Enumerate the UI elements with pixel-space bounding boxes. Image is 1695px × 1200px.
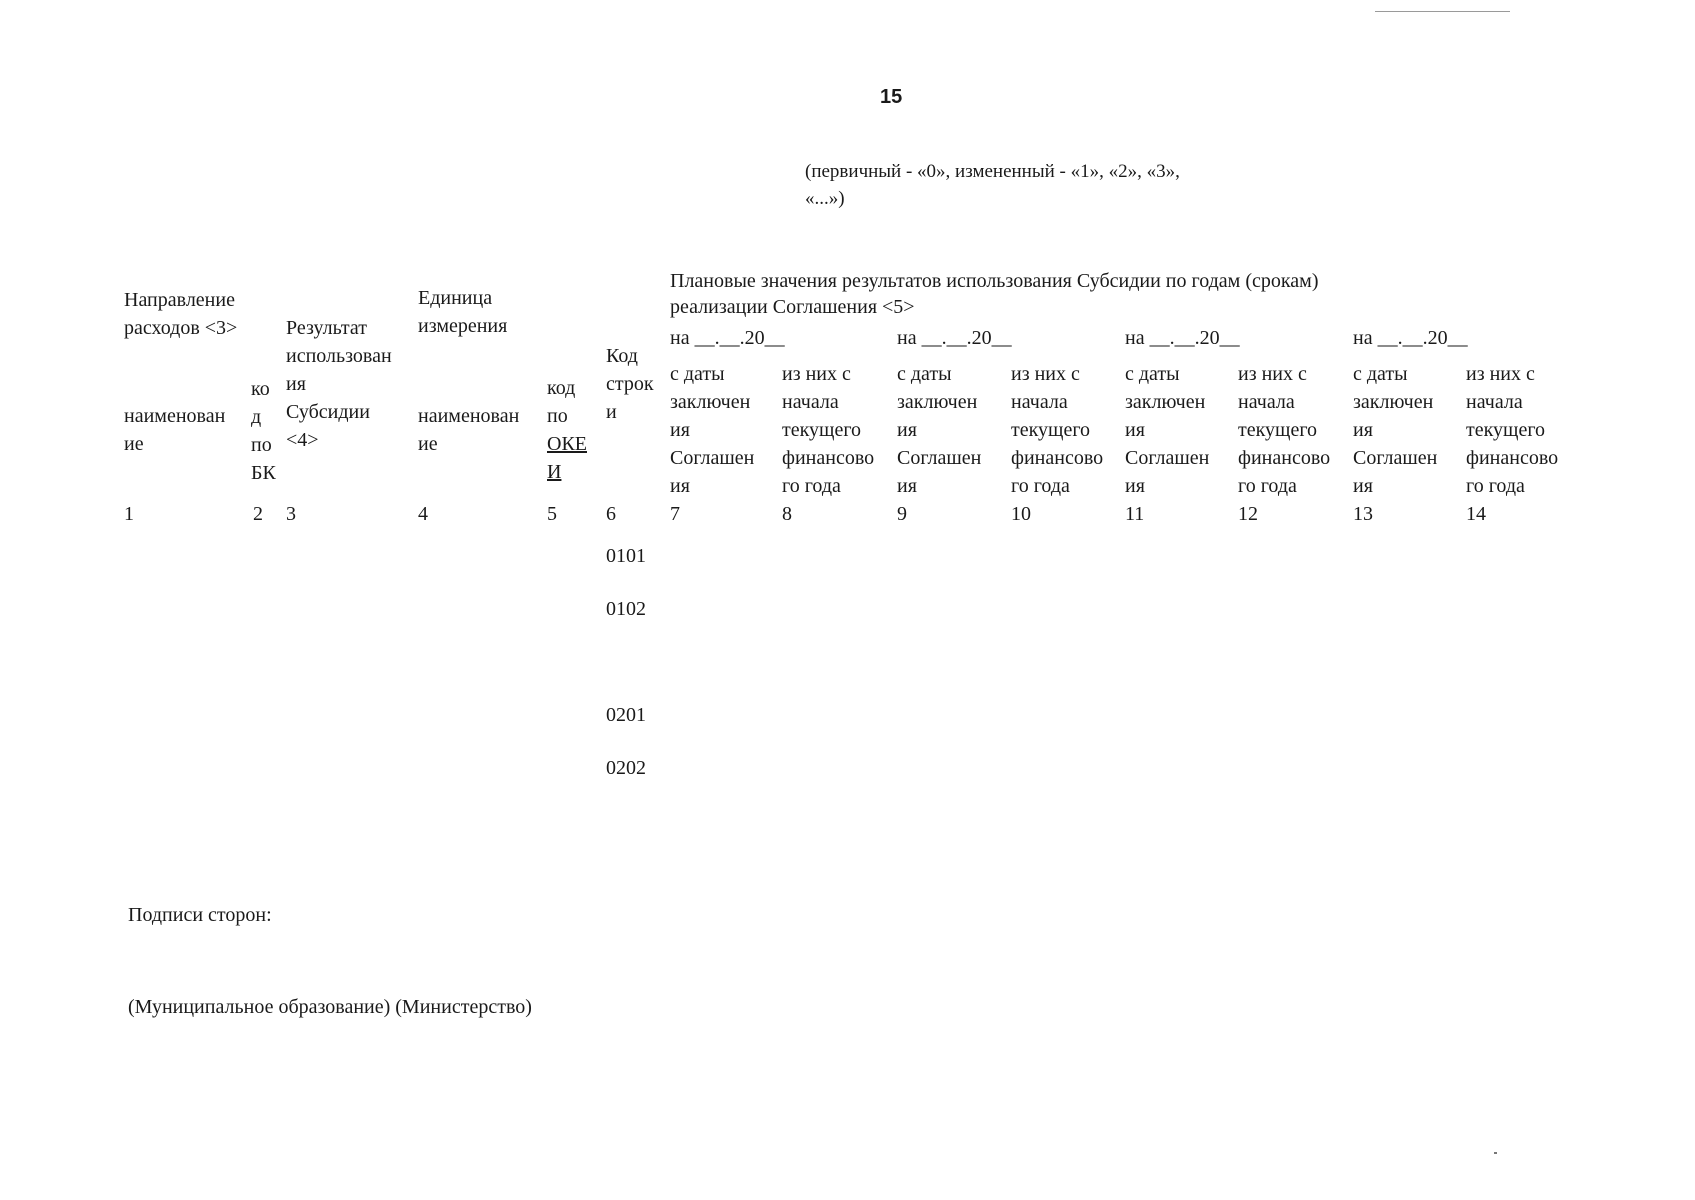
signatures-label: Подписи сторон: <box>128 904 272 926</box>
column-number: 9 <box>897 503 907 525</box>
row-code-header: Код строк и <box>606 345 654 423</box>
row-code: 0201 <box>606 704 646 726</box>
period-label-4: на __.__.20__ <box>1353 327 1468 349</box>
period-label-2: на __.__.20__ <box>897 327 1012 349</box>
direction-code-header: ко д по БК <box>251 378 276 484</box>
scan-artifact-top <box>1375 11 1510 12</box>
scan-artifact-bottom <box>1494 1152 1497 1154</box>
col-from-conclusion-3: с даты заключен ия Соглашен ия <box>1125 363 1210 497</box>
period-label-3: на __.__.20__ <box>1125 327 1240 349</box>
unit-code-prefix: код по <box>547 377 576 427</box>
column-number: 1 <box>124 503 134 525</box>
column-number: 6 <box>606 503 616 525</box>
direction-name-header: наименован ие <box>124 405 226 455</box>
column-number: 5 <box>547 503 557 525</box>
col-from-year-start-4: из них с начала текущего финансово го года <box>1466 363 1559 497</box>
revision-note: (первичный - «0», измененный - «1», «2», «3», «...») <box>805 161 1180 209</box>
okei-link[interactable]: ОКЕ И <box>547 433 587 483</box>
column-number: 4 <box>418 503 428 525</box>
result-header: Результат использован ия Субсидии <4> <box>286 317 392 451</box>
column-number: 11 <box>1125 503 1145 525</box>
parties-label: (Муниципальное образование) (Министерство) <box>128 996 532 1018</box>
period-label-1: на __.__.20__ <box>670 327 785 349</box>
col-from-year-start-2: из них с начала текущего финансово го года <box>1011 363 1104 497</box>
column-number: 7 <box>670 503 680 525</box>
direction-header: Направление расходов <3> <box>124 289 238 339</box>
column-number: 13 <box>1353 503 1373 525</box>
col-from-conclusion-1: с даты заключен ия Соглашен ия <box>670 363 755 497</box>
column-number: 14 <box>1466 503 1486 525</box>
planned-values-header: Плановые значения результатов использования Субсидии по годам (срокам) реализации Соглашения <5> <box>670 270 1319 318</box>
col-from-conclusion-2: с даты заключен ия Соглашен ия <box>897 363 982 497</box>
row-code: 0202 <box>606 757 646 779</box>
col-from-year-start-3: из них с начала текущего финансово го года <box>1238 363 1331 497</box>
column-number: 12 <box>1238 503 1258 525</box>
unit-header: Единица измерения <box>418 287 508 337</box>
page-number: 15 <box>880 86 903 108</box>
row-code: 0102 <box>606 598 646 620</box>
column-number: 3 <box>286 503 296 525</box>
column-number: 2 <box>253 503 263 525</box>
unit-name-header: наименован ие <box>418 405 520 455</box>
row-code: 0101 <box>606 545 646 567</box>
col-from-conclusion-4: с даты заключен ия Соглашен ия <box>1353 363 1438 497</box>
col-from-year-start-1: из них с начала текущего финансово го года <box>782 363 875 497</box>
column-number: 8 <box>782 503 792 525</box>
column-number: 10 <box>1011 503 1031 525</box>
